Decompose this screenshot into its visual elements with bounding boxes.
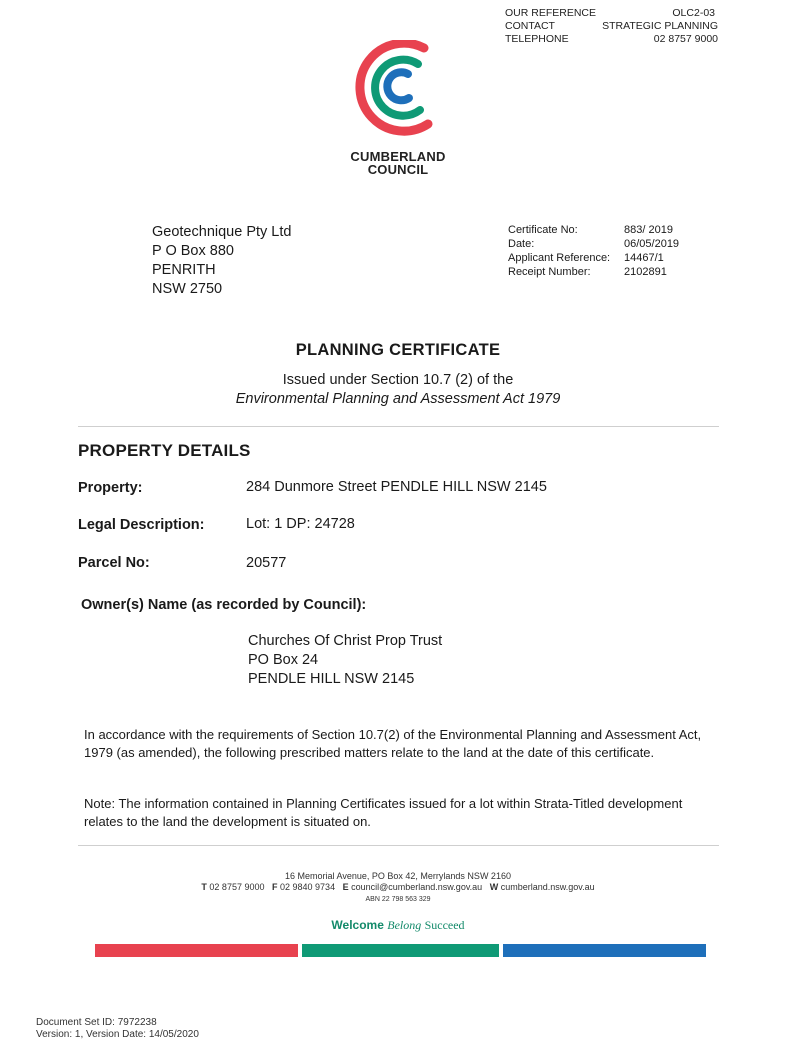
email-value[interactable]: council@cumberland.nsw.gov.au <box>351 882 483 892</box>
footer-bar-red <box>95 944 298 957</box>
owner-line: Churches Of Christ Prop Trust <box>248 633 443 649</box>
reference-value: OLC2-03 <box>672 7 715 19</box>
tagline-belong: Belong <box>387 918 422 932</box>
property-details-heading: PROPERTY DETAILS <box>78 441 251 460</box>
footer-bar-green <box>302 944 499 957</box>
owner-line: PENDLE HILL NSW 2145 <box>248 671 415 687</box>
recipient-line: PENRITH <box>152 262 216 278</box>
applicant-reference-row <box>508 251 679 265</box>
certificate-no-value: 883/ 2019 <box>624 224 673 236</box>
property-label: Property: <box>78 480 143 496</box>
telephone-value: 02 8757 9000 <box>653 33 718 45</box>
certificate-no-row <box>508 223 679 237</box>
footer-bar-blue <box>503 944 706 957</box>
contact-label: CONTACT <box>505 20 555 32</box>
legal-description-value: Lot: 1 DP: 24728 <box>246 516 355 532</box>
recipient-line: Geotechnique Pty Ltd <box>152 224 292 240</box>
document-version: Version: 1, Version Date: 14/05/2020 <box>36 1029 199 1040</box>
recipient-address <box>152 223 291 299</box>
fax-value: 02 9840 9734 <box>280 882 336 892</box>
owner-heading: Owner(s) Name (as recorded by Council): <box>81 597 367 613</box>
telephone-label: TELEPHONE <box>505 33 569 45</box>
abn: ABN 22 798 563 329 <box>365 896 431 903</box>
strata-note-paragraph: Note: The information contained in Planning Certificates issued for a lot within Strata-Titled development relates to the land the development is situated on. <box>84 796 683 829</box>
reference-label: OUR REFERENCE <box>505 7 597 19</box>
reference-row <box>505 7 718 20</box>
receipt-number-row <box>508 265 679 279</box>
issued-under: Issued under Section 10.7 (2) of the <box>282 372 514 388</box>
email-label: E <box>342 882 349 892</box>
logo-name: CUMBERLAND <box>350 149 446 164</box>
recipient-line: NSW 2750 <box>152 281 223 297</box>
property-value: 284 Dunmore Street PENDLE HILL NSW 2145 <box>246 479 547 495</box>
date-row <box>508 237 679 251</box>
date-label: Date: <box>508 238 535 250</box>
council-logo <box>348 40 448 176</box>
date-value: 06/05/2019 <box>624 238 680 250</box>
footer-address: 16 Memorial Avenue, PO Box 42, Merrylands NSW 2160 <box>285 871 511 881</box>
web-label: W <box>489 882 499 892</box>
applicant-reference-label: Applicant Reference: <box>508 252 611 264</box>
accordance-paragraph: In accordance with the requirements of Section 10.7(2) of the Environmental Planning and Assessment Act, 1979 (as amended), the following prescribed matters relate to the land at the date of this certificate. <box>84 727 702 760</box>
phone-label: T <box>201 882 207 892</box>
applicant-reference-value: 14467/1 <box>624 252 664 264</box>
footer-contacts <box>0 882 796 893</box>
reference-block <box>505 7 718 46</box>
receipt-number-value: 2102891 <box>624 266 667 278</box>
council-c-logo-icon <box>348 40 448 136</box>
receipt-number-label: Receipt Number: <box>508 266 591 278</box>
parcel-no-value: 20577 <box>246 555 287 571</box>
owner-line: PO Box 24 <box>248 652 319 668</box>
telephone-row <box>505 33 718 46</box>
contact-value: STRATEGIC PLANNING <box>602 20 718 32</box>
page-title: PLANNING CERTIFICATE <box>295 341 501 359</box>
fax-label: F <box>272 882 278 892</box>
phone-value: 02 8757 9000 <box>209 882 265 892</box>
contact-row <box>505 20 718 33</box>
legal-description-label: Legal Description: <box>78 517 205 533</box>
divider <box>78 426 719 427</box>
tagline <box>0 918 796 933</box>
act-name: Environmental Planning and Assessment Act 1979 <box>235 391 561 407</box>
tagline-welcome: Welcome <box>331 918 384 932</box>
document-set-id: Document Set ID: 7972238 <box>36 1017 157 1028</box>
footer-divider <box>78 845 719 846</box>
web-value[interactable]: cumberland.nsw.gov.au <box>500 882 595 892</box>
owner-details <box>248 632 442 689</box>
certificate-info <box>508 223 679 279</box>
recipient-line: P O Box 880 <box>152 243 234 259</box>
document-meta <box>36 1017 199 1041</box>
logo-sub: COUNCIL <box>367 162 429 177</box>
certificate-no-label: Certificate No: <box>508 224 578 236</box>
parcel-no-label: Parcel No: <box>78 555 150 571</box>
tagline-succeed: Succeed <box>424 918 465 932</box>
